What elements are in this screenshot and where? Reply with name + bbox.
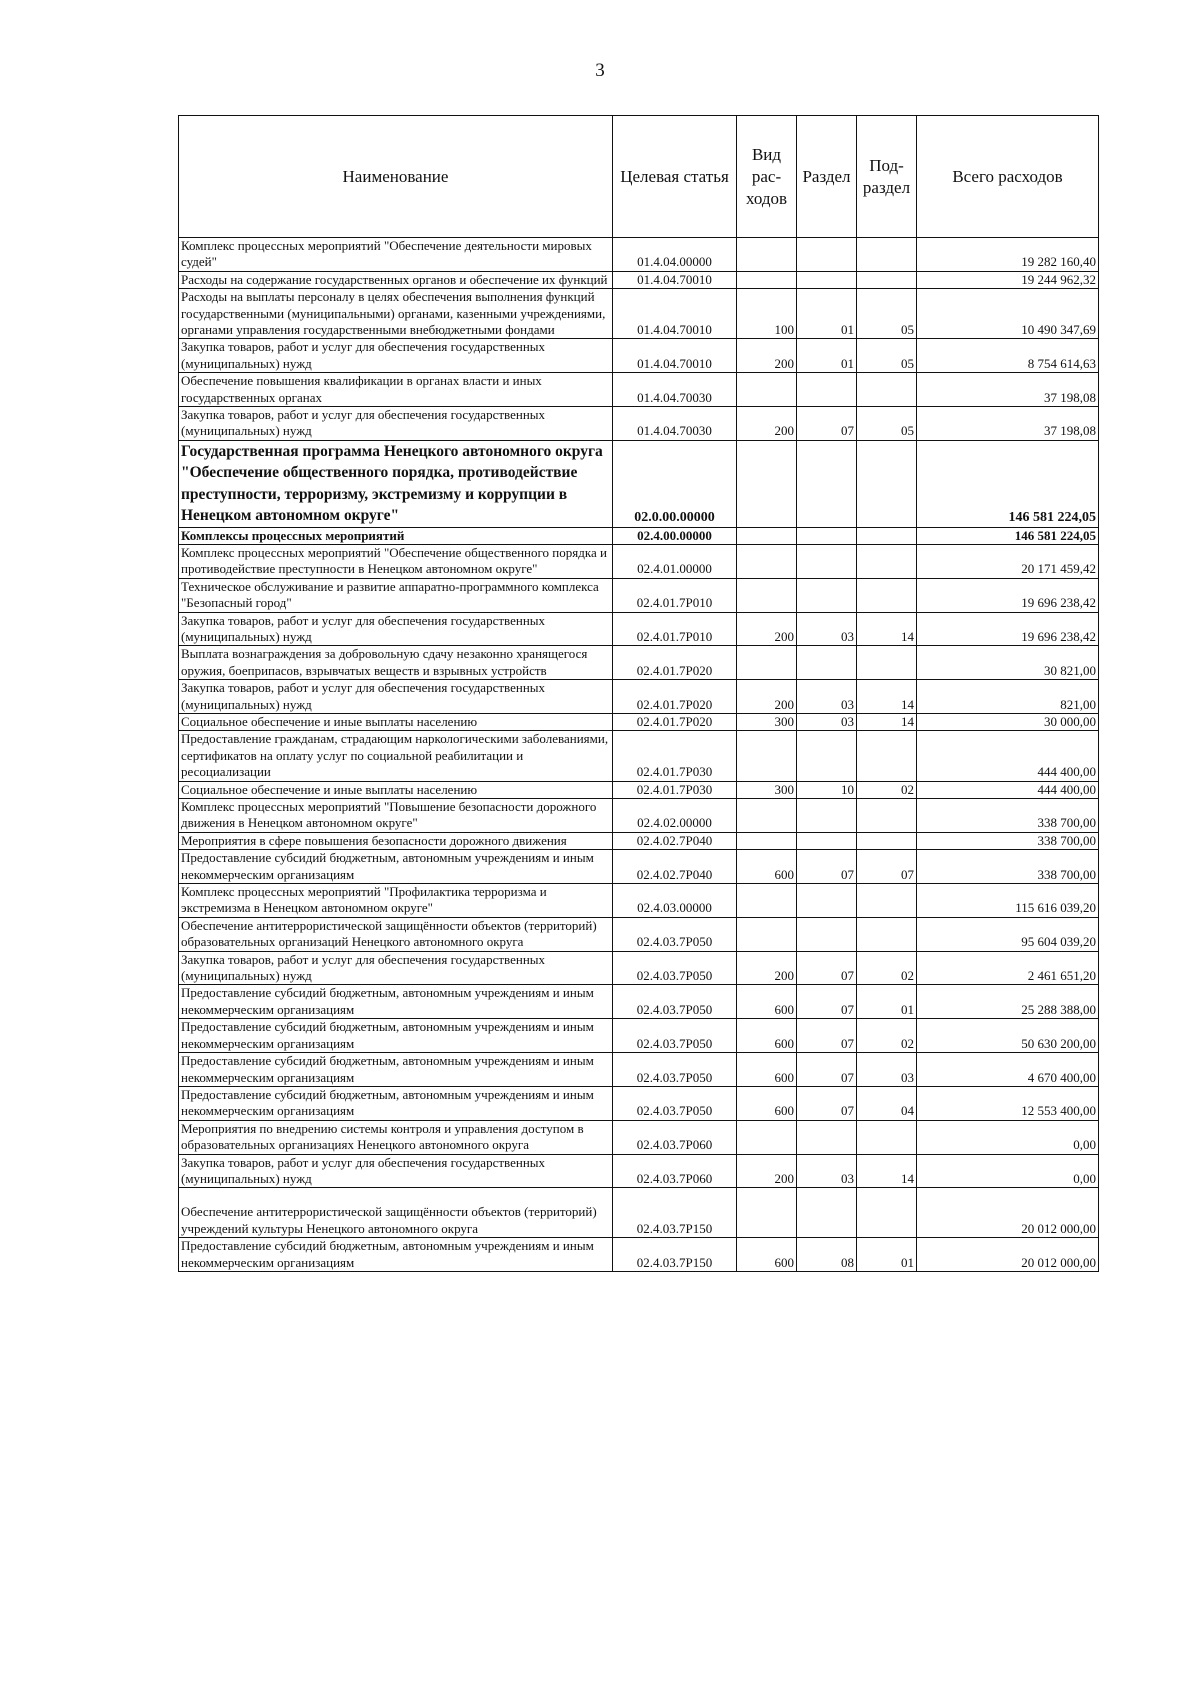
cell-section [797, 440, 857, 527]
cell-kind: 300 [737, 781, 797, 798]
cell-code: 01.4.04.70030 [613, 407, 737, 441]
cell-kind: 600 [737, 1019, 797, 1053]
cell-name: Предоставление субсидий бюджетным, автономным учреждениям и иным некоммерческим организациям [179, 1053, 613, 1087]
cell-subsection: 01 [857, 985, 917, 1019]
cell-name: Обеспечение повышения квалификации в органах власти и иных государственных органах [179, 373, 613, 407]
cell-subsection: 04 [857, 1086, 917, 1120]
cell-code: 01.4.04.70010 [613, 289, 737, 339]
cell-section: 07 [797, 985, 857, 1019]
cell-kind [737, 373, 797, 407]
cell-name: Предоставление субсидий бюджетным, автономным учреждениям и иным некоммерческим организациям [179, 1238, 613, 1272]
cell-section [797, 646, 857, 680]
cell-code: 02.4.02.7Р040 [613, 832, 737, 849]
cell-section: 01 [797, 339, 857, 373]
cell-subsection [857, 1120, 917, 1154]
table-row [179, 832, 1099, 849]
cell-name: Мероприятия по внедрению системы контроля и управления доступом в образовательных организациях Ненецкого автономного округа [179, 1120, 613, 1154]
cell-code: 02.4.01.00000 [613, 544, 737, 578]
cell-subsection [857, 238, 917, 272]
cell-kind [737, 884, 797, 918]
cell-name: Социальное обеспечение и иные выплаты населению [179, 713, 613, 730]
cell-name: Социальное обеспечение и иные выплаты населению [179, 781, 613, 798]
table-row [179, 731, 1099, 781]
cell-subsection: 14 [857, 1154, 917, 1188]
cell-subsection: 05 [857, 339, 917, 373]
cell-kind: 600 [737, 985, 797, 1019]
cell-code: 02.4.00.00000 [613, 527, 737, 544]
header-name: Наименование [179, 116, 613, 238]
cell-section [797, 1188, 857, 1238]
cell-total: 444 400,00 [917, 731, 1099, 781]
table-row [179, 1188, 1099, 1238]
cell-name: Закупка товаров, работ и услуг для обеспечения государственных (муниципальных) нужд [179, 680, 613, 714]
cell-kind: 600 [737, 1086, 797, 1120]
cell-total: 115 616 039,20 [917, 884, 1099, 918]
cell-kind [737, 832, 797, 849]
cell-code: 02.4.03.7Р060 [613, 1154, 737, 1188]
cell-kind [737, 440, 797, 527]
cell-subsection: 02 [857, 781, 917, 798]
budget-table [178, 115, 1099, 1272]
header-subsection: Под- раздел [857, 116, 917, 238]
cell-total: 338 700,00 [917, 832, 1099, 849]
cell-kind [737, 578, 797, 612]
cell-section: 07 [797, 850, 857, 884]
table-row [179, 1154, 1099, 1188]
cell-section: 03 [797, 713, 857, 730]
cell-section [797, 271, 857, 288]
cell-code: 02.4.01.7Р020 [613, 713, 737, 730]
cell-subsection [857, 884, 917, 918]
cell-code: 02.4.03.7Р150 [613, 1188, 737, 1238]
cell-name: Обеспечение антитеррористической защищённости объектов (территорий) учреждений культуры Ненецкого автономного округа [179, 1188, 613, 1238]
cell-section [797, 832, 857, 849]
cell-section: 07 [797, 407, 857, 441]
cell-section: 07 [797, 1019, 857, 1053]
cell-code: 02.4.01.7Р030 [613, 781, 737, 798]
cell-section: 03 [797, 612, 857, 646]
cell-code: 02.4.01.7Р010 [613, 578, 737, 612]
cell-code: 02.4.03.00000 [613, 884, 737, 918]
table-row [179, 544, 1099, 578]
cell-subsection: 05 [857, 407, 917, 441]
table-row [179, 781, 1099, 798]
cell-name: Предоставление субсидий бюджетным, автономным учреждениям и иным некоммерческим организациям [179, 985, 613, 1019]
cell-section [797, 884, 857, 918]
cell-kind: 200 [737, 680, 797, 714]
cell-code: 02.0.00.00000 [613, 440, 737, 527]
header-total: Всего расходов [917, 116, 1099, 238]
cell-name: Обеспечение антитеррористической защищённости объектов (территорий) образовательных организаций Ненецкого автономного округа [179, 917, 613, 951]
cell-subsection [857, 578, 917, 612]
cell-name: Закупка товаров, работ и услуг для обеспечения государственных (муниципальных) нужд [179, 339, 613, 373]
cell-name: Расходы на выплаты персоналу в целях обеспечения выполнения функций государственными (муниципальными) органами, казенными учреждениями, органами управления государственными внебюджетными фондами [179, 289, 613, 339]
cell-name: Предоставление субсидий бюджетным, автономным учреждениям и иным некоммерческим организациям [179, 1086, 613, 1120]
cell-kind: 100 [737, 289, 797, 339]
cell-kind [737, 238, 797, 272]
table-row [179, 578, 1099, 612]
table-header-row [179, 116, 1099, 238]
table-row [179, 985, 1099, 1019]
cell-subsection [857, 527, 917, 544]
cell-subsection: 03 [857, 1053, 917, 1087]
cell-name: Техническое обслуживание и развитие аппаратно-программного комплекса "Безопасный город" [179, 578, 613, 612]
header-code: Целевая статья [613, 116, 737, 238]
cell-total: 19 282 160,40 [917, 238, 1099, 272]
cell-name: Предоставление субсидий бюджетным, автономным учреждениям и иным некоммерческим организациям [179, 1019, 613, 1053]
cell-total: 30 821,00 [917, 646, 1099, 680]
table-row [179, 339, 1099, 373]
cell-code: 02.4.02.00000 [613, 799, 737, 833]
table-row [179, 917, 1099, 951]
cell-name: Закупка товаров, работ и услуг для обеспечения государственных (муниципальных) нужд [179, 1154, 613, 1188]
cell-total: 0,00 [917, 1154, 1099, 1188]
cell-code: 01.4.04.00000 [613, 238, 737, 272]
cell-total: 37 198,08 [917, 407, 1099, 441]
cell-name: Закупка товаров, работ и услуг для обеспечения государственных (муниципальных) нужд [179, 951, 613, 985]
table-row [179, 1120, 1099, 1154]
table-row [179, 680, 1099, 714]
cell-total: 25 288 388,00 [917, 985, 1099, 1019]
cell-subsection: 14 [857, 713, 917, 730]
cell-total: 4 670 400,00 [917, 1053, 1099, 1087]
cell-total: 19 696 238,42 [917, 612, 1099, 646]
cell-code: 02.4.03.7Р050 [613, 917, 737, 951]
header-kind: Вид рас- ходов [737, 116, 797, 238]
table-row [179, 1019, 1099, 1053]
cell-subsection [857, 917, 917, 951]
cell-subsection [857, 832, 917, 849]
table-row [179, 1086, 1099, 1120]
cell-name: Комплексы процессных мероприятий [179, 527, 613, 544]
cell-code: 02.4.03.7Р060 [613, 1120, 737, 1154]
cell-subsection [857, 373, 917, 407]
cell-total: 20 012 000,00 [917, 1238, 1099, 1272]
cell-kind: 600 [737, 850, 797, 884]
cell-total: 338 700,00 [917, 850, 1099, 884]
cell-kind [737, 1188, 797, 1238]
cell-code: 02.4.01.7Р030 [613, 731, 737, 781]
cell-section: 10 [797, 781, 857, 798]
cell-kind: 300 [737, 713, 797, 730]
cell-subsection: 07 [857, 850, 917, 884]
cell-section: 07 [797, 1086, 857, 1120]
cell-section: 03 [797, 680, 857, 714]
table-row [179, 271, 1099, 288]
cell-name: Расходы на содержание государственных органов и обеспечение их функций [179, 271, 613, 288]
cell-kind: 200 [737, 1154, 797, 1188]
table-row [179, 884, 1099, 918]
cell-subsection [857, 731, 917, 781]
cell-kind: 200 [737, 407, 797, 441]
table-row [179, 373, 1099, 407]
cell-total: 821,00 [917, 680, 1099, 714]
cell-kind [737, 646, 797, 680]
cell-total: 444 400,00 [917, 781, 1099, 798]
cell-total: 19 696 238,42 [917, 578, 1099, 612]
cell-code: 02.4.03.7Р150 [613, 1238, 737, 1272]
cell-subsection [857, 799, 917, 833]
cell-total: 12 553 400,00 [917, 1086, 1099, 1120]
cell-total: 95 604 039,20 [917, 917, 1099, 951]
cell-total: 50 630 200,00 [917, 1019, 1099, 1053]
cell-code: 02.4.03.7Р050 [613, 1086, 737, 1120]
cell-kind [737, 271, 797, 288]
cell-subsection: 02 [857, 951, 917, 985]
cell-code: 02.4.03.7Р050 [613, 1019, 737, 1053]
cell-name: Выплата вознаграждения за добровольную сдачу незаконно хранящегося оружия, боеприпасов, взрывчатых веществ и взрывных устройств [179, 646, 613, 680]
cell-kind [737, 527, 797, 544]
cell-name: Закупка товаров, работ и услуг для обеспечения государственных (муниципальных) нужд [179, 407, 613, 441]
cell-name: Закупка товаров, работ и услуг для обеспечения государственных (муниципальных) нужд [179, 612, 613, 646]
cell-subsection: 14 [857, 680, 917, 714]
cell-code: 02.4.01.7Р020 [613, 646, 737, 680]
cell-section: 01 [797, 289, 857, 339]
cell-section [797, 578, 857, 612]
table-body [179, 238, 1099, 1272]
cell-total: 20 012 000,00 [917, 1188, 1099, 1238]
cell-section: 07 [797, 1053, 857, 1087]
cell-total: 20 171 459,42 [917, 544, 1099, 578]
cell-kind: 200 [737, 612, 797, 646]
table-row [179, 440, 1099, 527]
cell-code: 02.4.01.7Р010 [613, 612, 737, 646]
cell-total: 8 754 614,63 [917, 339, 1099, 373]
cell-kind: 200 [737, 951, 797, 985]
cell-subsection [857, 1188, 917, 1238]
cell-section: 08 [797, 1238, 857, 1272]
cell-code: 02.4.03.7Р050 [613, 951, 737, 985]
cell-name: Государственная программа Ненецкого автономного округа "Обеспечение общественного порядка, противодействие преступности, терроризму, экстремизму и коррупции в Ненецком автономном округе" [179, 440, 613, 527]
cell-section [797, 799, 857, 833]
cell-section [797, 544, 857, 578]
table-row [179, 646, 1099, 680]
cell-total: 19 244 962,32 [917, 271, 1099, 288]
cell-total: 37 198,08 [917, 373, 1099, 407]
cell-subsection [857, 646, 917, 680]
cell-name: Комплекс процессных мероприятий "Профилактика терроризма и экстремизма в Ненецком автономном округе" [179, 884, 613, 918]
cell-section [797, 373, 857, 407]
cell-subsection: 14 [857, 612, 917, 646]
cell-name: Комплекс процессных мероприятий "Обеспечение общественного порядка и противодействие преступности в Ненецком автономном округе" [179, 544, 613, 578]
table-row [179, 799, 1099, 833]
cell-total: 30 000,00 [917, 713, 1099, 730]
table-row [179, 1053, 1099, 1087]
cell-code: 01.4.04.70010 [613, 271, 737, 288]
cell-subsection: 05 [857, 289, 917, 339]
cell-total: 0,00 [917, 1120, 1099, 1154]
cell-section: 03 [797, 1154, 857, 1188]
cell-code: 01.4.04.70010 [613, 339, 737, 373]
table-row [179, 289, 1099, 339]
cell-total: 146 581 224,05 [917, 440, 1099, 527]
cell-section [797, 731, 857, 781]
cell-kind [737, 1120, 797, 1154]
cell-subsection: 01 [857, 1238, 917, 1272]
cell-kind: 200 [737, 339, 797, 373]
header-section: Раздел [797, 116, 857, 238]
table-row [179, 713, 1099, 730]
cell-name: Предоставление субсидий бюджетным, автономным учреждениям и иным некоммерческим организациям [179, 850, 613, 884]
table-row [179, 850, 1099, 884]
cell-code: 02.4.03.7Р050 [613, 985, 737, 1019]
cell-subsection [857, 544, 917, 578]
cell-section [797, 1120, 857, 1154]
cell-total: 10 490 347,69 [917, 289, 1099, 339]
cell-code: 02.4.03.7Р050 [613, 1053, 737, 1087]
cell-total: 338 700,00 [917, 799, 1099, 833]
cell-name: Мероприятия в сфере повышения безопасности дорожного движения [179, 832, 613, 849]
cell-kind: 600 [737, 1238, 797, 1272]
cell-subsection: 02 [857, 1019, 917, 1053]
table-row [179, 1238, 1099, 1272]
table-row [179, 612, 1099, 646]
cell-section [797, 917, 857, 951]
cell-kind [737, 544, 797, 578]
cell-name: Комплекс процессных мероприятий "Повышение безопасности дорожного движения в Ненецком автономном округе" [179, 799, 613, 833]
table-row [179, 951, 1099, 985]
cell-subsection [857, 440, 917, 527]
cell-section [797, 238, 857, 272]
cell-subsection [857, 271, 917, 288]
cell-kind [737, 799, 797, 833]
cell-code: 02.4.02.7Р040 [613, 850, 737, 884]
cell-name: Комплекс процессных мероприятий "Обеспечение деятельности мировых судей" [179, 238, 613, 272]
cell-kind: 600 [737, 1053, 797, 1087]
table-row [179, 407, 1099, 441]
table-row [179, 527, 1099, 544]
cell-name: Предоставление гражданам, страдающим наркологическими заболеваниями, сертификатов на оплату услуг по социальной реабилитации и ресоциализации [179, 731, 613, 781]
cell-kind [737, 731, 797, 781]
cell-section [797, 527, 857, 544]
cell-section: 07 [797, 951, 857, 985]
cell-code: 01.4.04.70030 [613, 373, 737, 407]
cell-total: 146 581 224,05 [917, 527, 1099, 544]
cell-kind [737, 917, 797, 951]
cell-code: 02.4.01.7Р020 [613, 680, 737, 714]
cell-total: 2 461 651,20 [917, 951, 1099, 985]
page-number: 3 [595, 60, 605, 81]
table-row [179, 238, 1099, 272]
